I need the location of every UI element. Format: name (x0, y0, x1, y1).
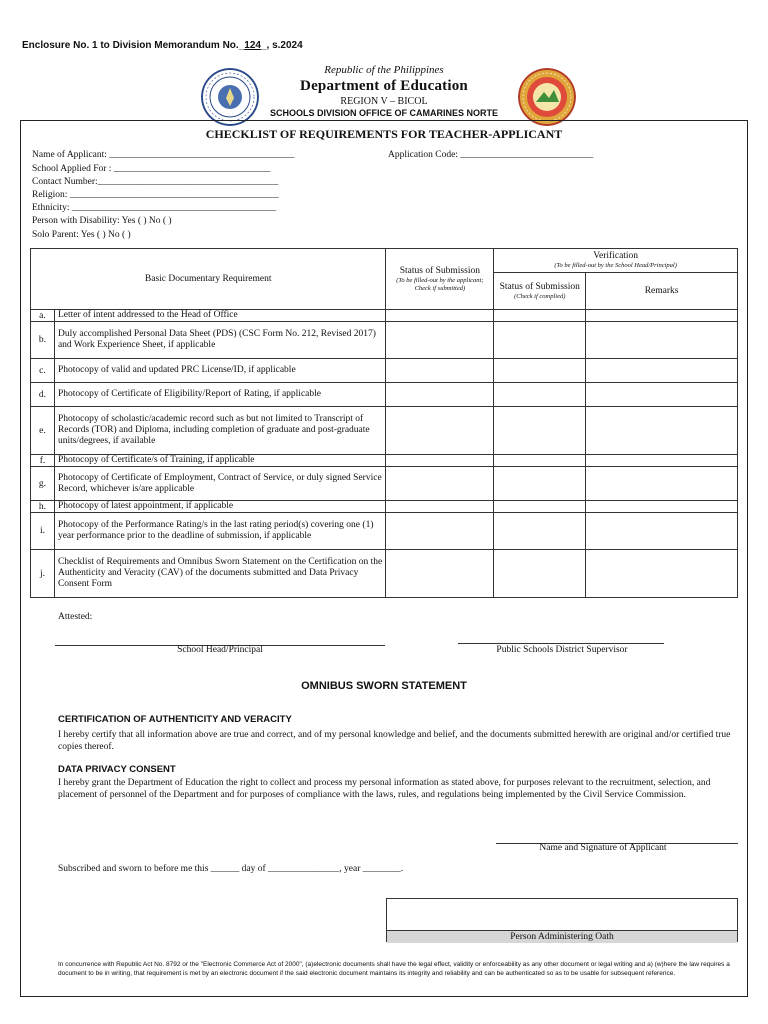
row-requirement: Photocopy of scholastic/academic record such as but not limited to Transcript of Records (TOR) and Diploma, including completion of graduate and post-graduate units/degrees, if available (54, 407, 385, 455)
table-row (31, 467, 738, 501)
row-remarks-cell[interactable] (586, 455, 738, 467)
attested-label: Attested: (58, 612, 93, 622)
row-verification-cell[interactable] (494, 310, 586, 322)
header-requirement: Basic Documentary Requirement (31, 249, 386, 310)
dpc-text: I hereby grant the Department of Education the right to collect and process my personal information as stated above, for purposes relevant to the recruitment, selection, and placement of personnel of the Department and for purposes of compliance with the laws, rules, and regulations being implemented by the Civil Service Commission. (58, 778, 711, 800)
table-row (31, 513, 738, 550)
enclosure-line: Enclosure No. 1 to Division Memorandum No._124_, s.2024 (22, 40, 303, 51)
row-remarks-cell[interactable] (586, 550, 738, 598)
school-applied-field[interactable]: School Applied For : _________________________________ (32, 164, 271, 174)
row-status-cell[interactable] (386, 501, 494, 513)
row-requirement: Photocopy of Certificate of Employment, Contract of Service, or duly signed Service Record, whichever is/are applicable (54, 467, 385, 501)
table-row (31, 550, 738, 598)
row-requirement: Photocopy of latest appointment, if applicable (54, 501, 385, 513)
oath-label: Person Administering Oath (387, 930, 737, 943)
row-remarks-cell[interactable] (586, 407, 738, 455)
region-line: REGION V – BICOL (340, 96, 428, 107)
footnote: In concurrence with Republic Act No. 8792 or the "Electronic Commerce Act of 2000", (a)electronic documents shall have the legal effect, validity or enforceability as any other document or legal writing and a) (w)here the law requires a document to be in writing, that requirement is met by an electronic document if the said electronic document maintains its integrity and reliability and can be authenticated so as to be usable for subsequent reference. (58, 961, 730, 977)
table-row (31, 322, 738, 359)
contact-number-field[interactable]: Contact Number:______________________________________ (32, 177, 279, 187)
row-remarks-cell[interactable] (586, 322, 738, 359)
application-code-field[interactable]: Application Code: ____________________________ (388, 150, 594, 160)
dpc-heading: DATA PRIVACY CONSENT (58, 764, 176, 775)
row-status-cell[interactable] (386, 322, 494, 359)
pwd-field[interactable]: Person with Disability: Yes ( ) No ( ) (32, 216, 172, 226)
header-status: Status of Submission (To be filled-out by the applicant; Check if submitted) (386, 249, 494, 310)
row-verification-cell[interactable] (494, 501, 586, 513)
row-status-cell[interactable] (386, 359, 494, 383)
sworn-line[interactable]: Subscribed and sworn to before me this ______ day of _______________, year ________. (58, 864, 404, 874)
row-requirement: Letter of intent addressed to the Head of Office (54, 310, 385, 322)
row-verification-cell[interactable] (494, 407, 586, 455)
requirements-table (30, 248, 738, 598)
supervisor-signature-line[interactable] (458, 643, 664, 644)
table-row (31, 359, 738, 383)
row-requirement: Duly accomplished Personal Data Sheet (PDS) (CSC Form No. 212, Revised 2017) and Work Experience Sheet, if applicable (54, 322, 385, 359)
row-letter: e. (31, 407, 55, 455)
row-requirement: Photocopy of Certificate/s of Training, if applicable (54, 455, 385, 467)
row-letter: b. (31, 322, 55, 359)
cav-text: I hereby certify that all information above are true and correct, and of my personal knowledge and belief, and the documents submitted herewith are original and/or certified true copies thereof. (58, 730, 731, 752)
row-remarks-cell[interactable] (586, 513, 738, 550)
row-status-cell[interactable] (386, 455, 494, 467)
row-letter: f. (31, 455, 55, 467)
row-letter: i. (31, 513, 55, 550)
applicant-name-field[interactable]: Name of Applicant: _______________________________________ (32, 150, 295, 160)
table-row (31, 383, 738, 407)
row-remarks-cell[interactable] (586, 383, 738, 407)
row-requirement: Photocopy of the Performance Rating/s in the last rating period(s) covering one (1) year performance prior to the deadline of submission, if applicable (54, 513, 385, 550)
principal-label: School Head/Principal (177, 645, 263, 655)
header-ver-status: Status of Submission (Check if complied) (494, 273, 586, 310)
row-verification-cell[interactable] (494, 359, 586, 383)
row-requirement: Checklist of Requirements and Omnibus Sworn Statement on the Certification on the Authenticity and Veracity (CAV) of the documents submitted and Data Privacy Consent Form (54, 550, 385, 598)
row-remarks-cell[interactable] (586, 467, 738, 501)
row-remarks-cell[interactable] (586, 501, 738, 513)
row-status-cell[interactable] (386, 310, 494, 322)
row-status-cell[interactable] (386, 550, 494, 598)
row-verification-cell[interactable] (494, 513, 586, 550)
row-letter: d. (31, 383, 55, 407)
row-letter: c. (31, 359, 55, 383)
table-row (31, 407, 738, 455)
row-letter: a. (31, 310, 55, 322)
republic-line: Republic of the Philippines (324, 64, 444, 76)
row-verification-cell[interactable] (494, 550, 586, 598)
row-verification-cell[interactable] (494, 455, 586, 467)
row-status-cell[interactable] (386, 513, 494, 550)
header-remarks: Remarks (586, 273, 738, 310)
header-verification: Verification (To be filled-out by the School Head/Principal) (494, 249, 738, 273)
row-requirement: Photocopy of Certificate of Eligibility/Report of Rating, if applicable (54, 383, 385, 407)
department-name: Department of Education (300, 78, 468, 94)
memo-number: 124 (244, 40, 261, 51)
row-requirement: Photocopy of valid and updated PRC License/ID, if applicable (54, 359, 385, 383)
table-row (31, 501, 738, 513)
omnibus-title: OMNIBUS SWORN STATEMENT (301, 680, 467, 692)
religion-field[interactable]: Religion: ____________________________________________ (32, 190, 279, 200)
ethnicity-field[interactable]: Ethnicity: ___________________________________________ (32, 203, 277, 213)
table-row (31, 310, 738, 322)
office-line: SCHOOLS DIVISION OFFICE OF CAMARINES NORTE (269, 108, 498, 118)
row-verification-cell[interactable] (494, 322, 586, 359)
row-letter: g. (31, 467, 55, 501)
row-letter: h. (31, 501, 55, 513)
applicant-signature-label: Name and Signature of Applicant (539, 843, 667, 853)
row-remarks-cell[interactable] (586, 359, 738, 383)
row-status-cell[interactable] (386, 383, 494, 407)
row-letter: j. (31, 550, 55, 598)
table-row (31, 455, 738, 467)
form-title: CHECKLIST OF REQUIREMENTS FOR TEACHER-APPLICANT (205, 127, 563, 141)
row-verification-cell[interactable] (494, 467, 586, 501)
cav-heading: CERTIFICATION OF AUTHENTICITY AND VERACITY (58, 714, 292, 725)
row-status-cell[interactable] (386, 467, 494, 501)
row-status-cell[interactable] (386, 407, 494, 455)
supervisor-label: Public Schools District Supervisor (496, 645, 628, 655)
row-verification-cell[interactable] (494, 383, 586, 407)
row-remarks-cell[interactable] (586, 310, 738, 322)
solo-parent-field[interactable]: Solo Parent: Yes ( ) No ( ) (32, 230, 131, 240)
